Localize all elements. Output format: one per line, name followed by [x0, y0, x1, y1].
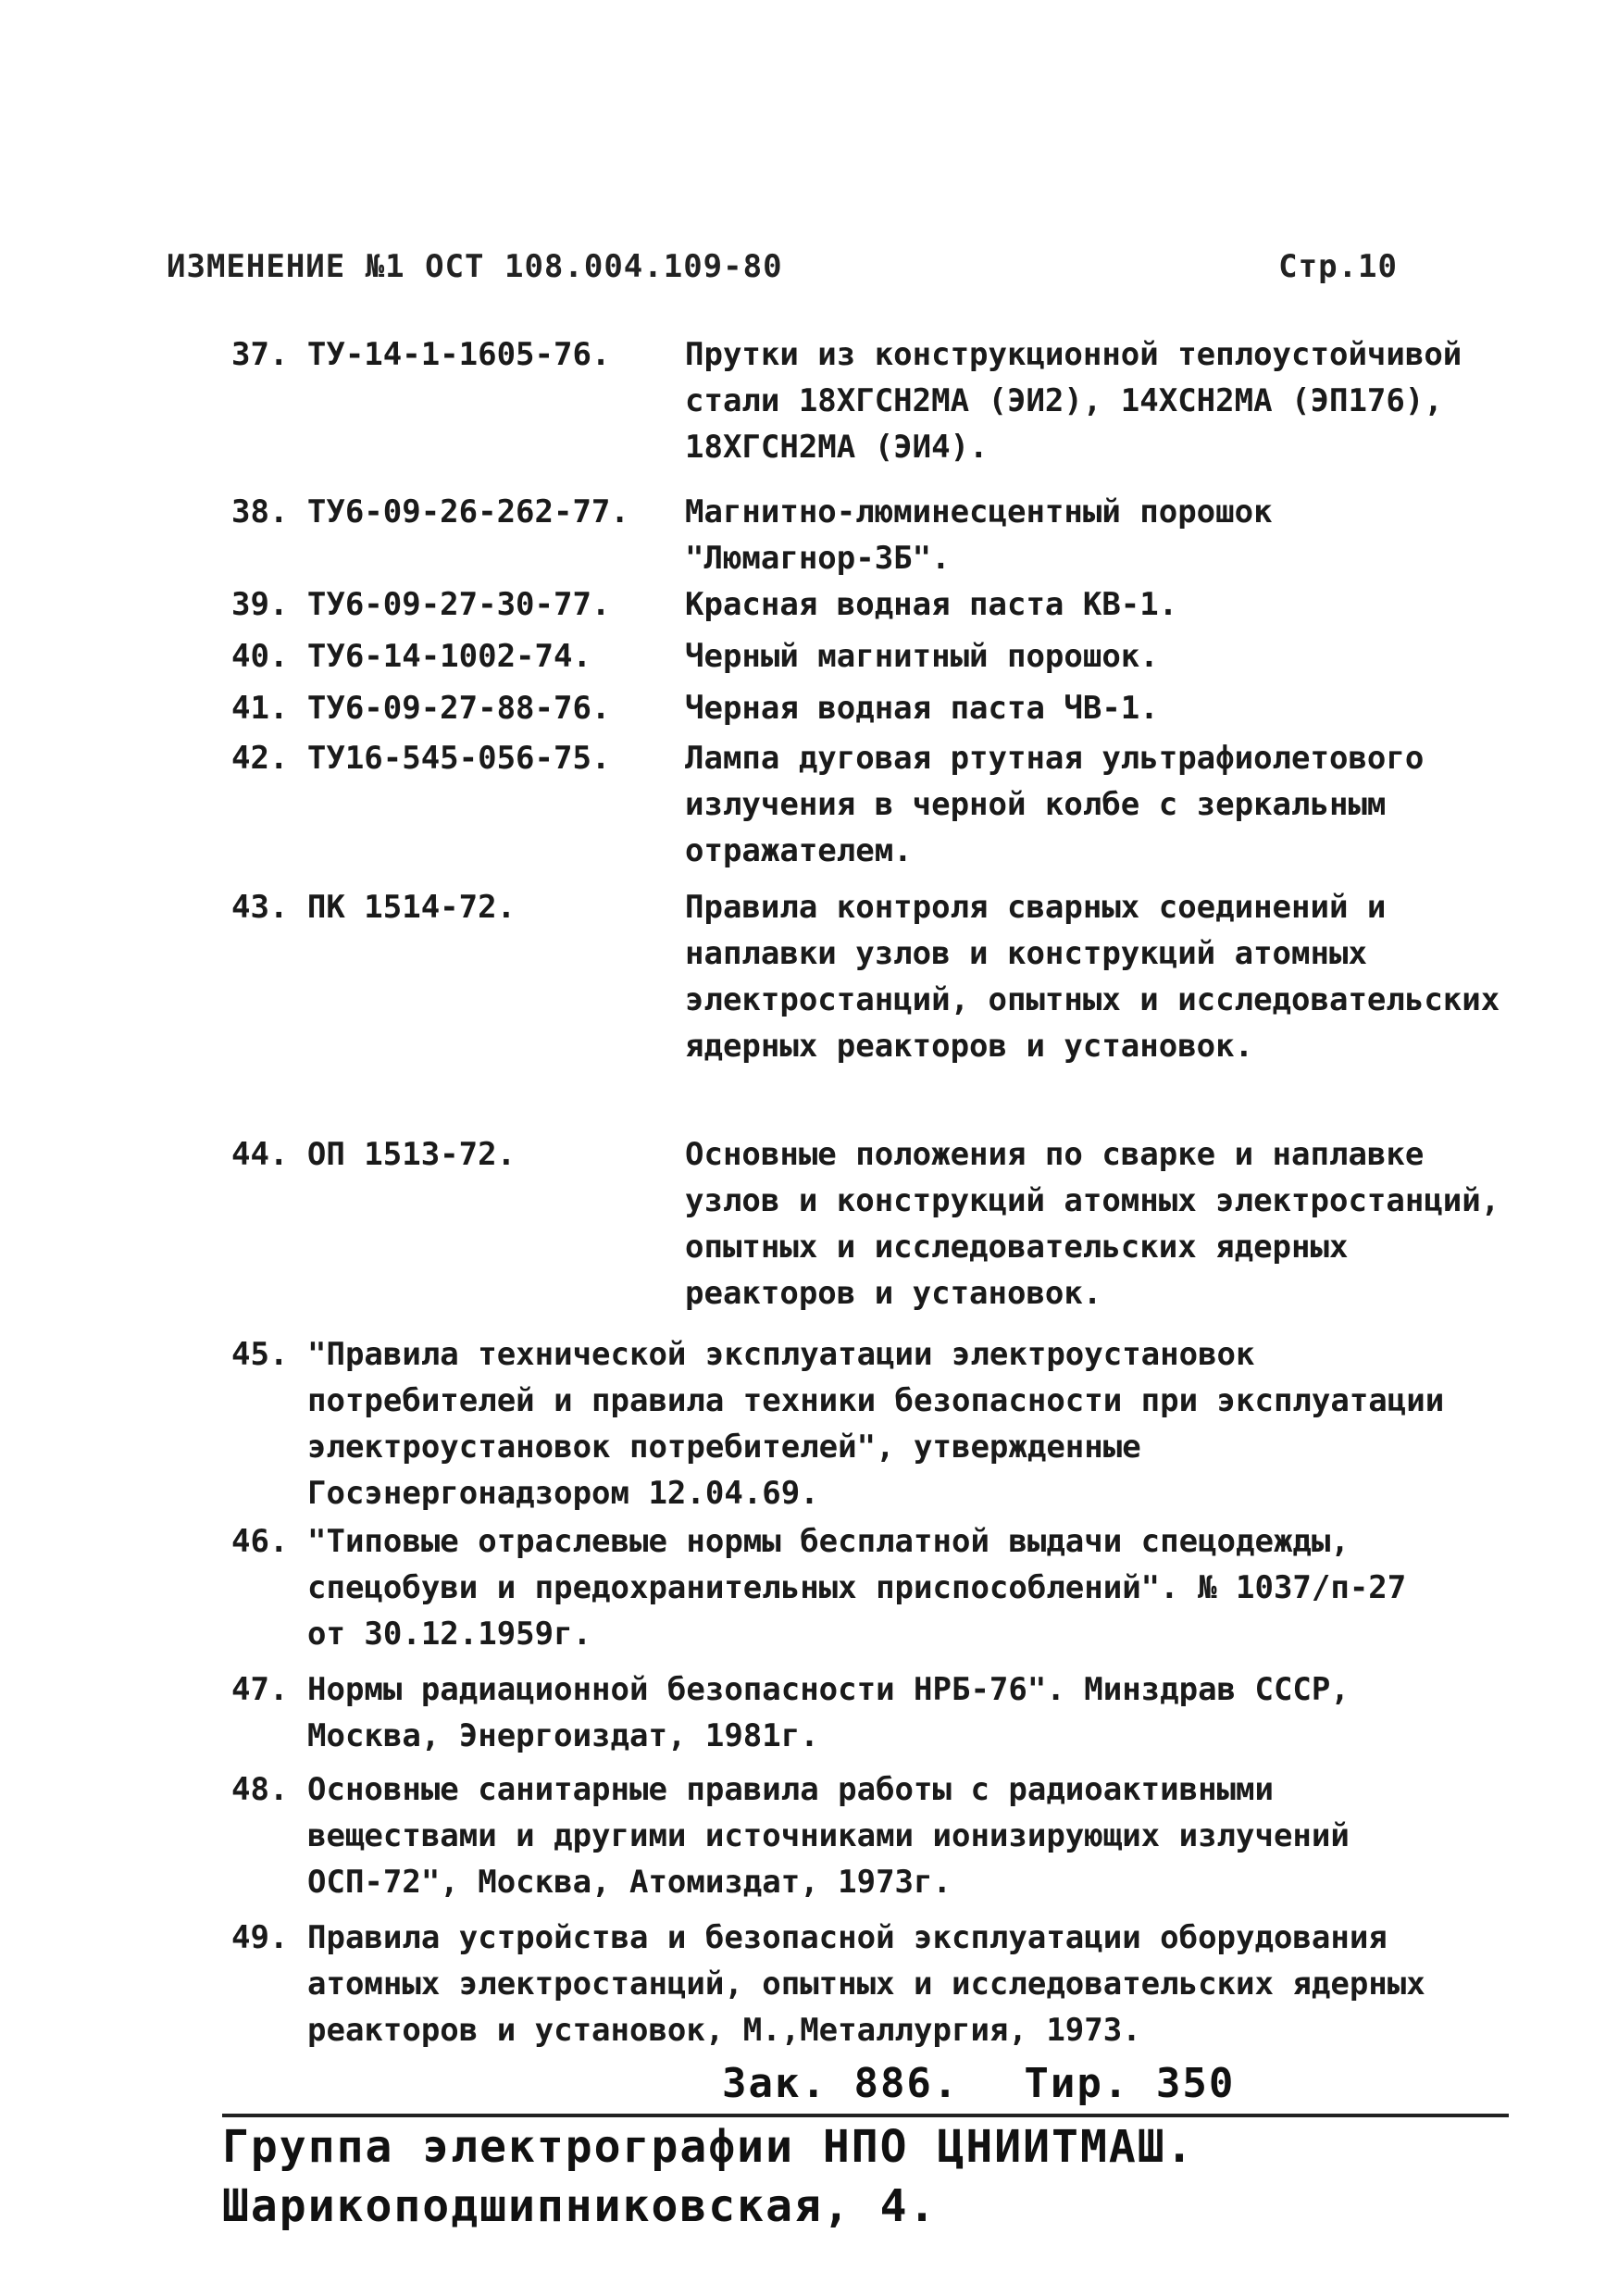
reference-description: Прутки из конструкционной теплоустойчивой стали 18ХГСН2МА (ЭИ2), 14ХСН2МА (ЭП176), 18ХГСН2МА (ЭИ4).	[685, 336, 1462, 466]
reference-item	[231, 884, 1509, 1069]
reference-description: Черный магнитный порошок.	[685, 638, 1159, 675]
reference-item	[231, 735, 1509, 874]
reference-code: 44. ОП 1513-72.	[231, 1136, 517, 1173]
item-number: 48.	[231, 1771, 289, 1808]
reference-item	[231, 1131, 1509, 1316]
reference-item	[231, 633, 1509, 680]
reference-description: Черная водная паста ЧВ-1.	[685, 690, 1159, 727]
reference-description: Правила контроля сварных соединений и наплавки узлов и конструкций атомных электростанций, опытных и исследовательских ядерных реакторов и установок.	[685, 889, 1500, 1065]
page-header	[167, 248, 1398, 294]
normative-item	[231, 1518, 1462, 1657]
reference-code: 41. ТУ6-09-27-88-76.	[231, 690, 611, 727]
reference-item	[231, 581, 1509, 628]
item-text: "Типовые отраслевые нормы бесплатной выдачи спецодежды, спецобуви и предохранительных приспособлений". № 1037/п-27 от 30.12.1959г.	[307, 1523, 1407, 1653]
reference-item	[231, 685, 1509, 731]
reference-description: Лампа дуговая ртутная ультрафиолетового излучения в черной колбе с зеркальным отражателем.	[685, 740, 1425, 869]
normative-item	[231, 1915, 1462, 2053]
header-document-id: ИЗМЕНЕНИЕ №1 ОСТ 108.004.109-80	[167, 248, 783, 285]
reference-code: 38. ТУ6-09-26-262-77.	[231, 493, 629, 530]
reference-code: 40. ТУ6-14-1002-74.	[231, 638, 591, 675]
item-number: 47.	[231, 1671, 289, 1708]
item-text: Основные санитарные правила работы с радиоактивными веществами и другими источниками ионизирующих излучений ОСП-72", Москва, Атомиздат, 1973г.	[307, 1771, 1350, 1901]
printer-name: Группа электрографии НПО ЦНИИТМАШ.	[222, 2121, 1195, 2173]
item-number: 46.	[231, 1523, 289, 1560]
footer-divider	[222, 2114, 1509, 2117]
page-number: Стр.10	[1278, 248, 1398, 285]
normative-item	[231, 1331, 1462, 1516]
normative-item	[231, 1766, 1462, 1905]
reference-description: Красная водная паста КВ-1.	[685, 586, 1178, 623]
reference-code: 43. ПК 1514-72.	[231, 889, 517, 926]
item-number: 49.	[231, 1919, 289, 1956]
item-text: Правила устройства и безопасной эксплуатации оборудования атомных электростанций, опытных и исследовательских ядерных реакторов и установок, М.,Металлургия, 1973.	[307, 1919, 1425, 2049]
reference-code: 39. ТУ6-09-27-30-77.	[231, 586, 611, 623]
reference-item	[231, 489, 1509, 581]
reference-description: Магнитно-люминесцентный порошок "Люмагнор-3Б".	[685, 493, 1273, 577]
reference-code: 37. ТУ-14-1-1605-76.	[231, 336, 611, 373]
printer-address: Шарикоподшипниковская, 4.	[222, 2180, 938, 2232]
order-line	[722, 2060, 1300, 2107]
item-text: "Правила технической эксплуатации электроустановок потребителей и правила техники безопасности при эксплуатации электроустановок потребителей", утвержденные Госэнергонадзором 12.04.69.	[307, 1336, 1445, 1512]
reference-code: 42. ТУ16-545-056-75.	[231, 740, 611, 777]
item-number: 45.	[231, 1336, 289, 1373]
order-number: Зак. 886.	[722, 2060, 960, 2107]
normative-item	[231, 1666, 1462, 1759]
reference-item	[231, 331, 1509, 470]
reference-description: Основные положения по сварке и наплавке узлов и конструкций атомных электростанций, опытных и исследовательских ядерных реакторов и установок.	[685, 1136, 1500, 1312]
print-run: Тир. 350	[1024, 2060, 1236, 2107]
item-text: Нормы радиационной безопасности НРБ-76". Минздрав СССР, Москва, Энергоиздат, 1981г.	[307, 1671, 1350, 1754]
